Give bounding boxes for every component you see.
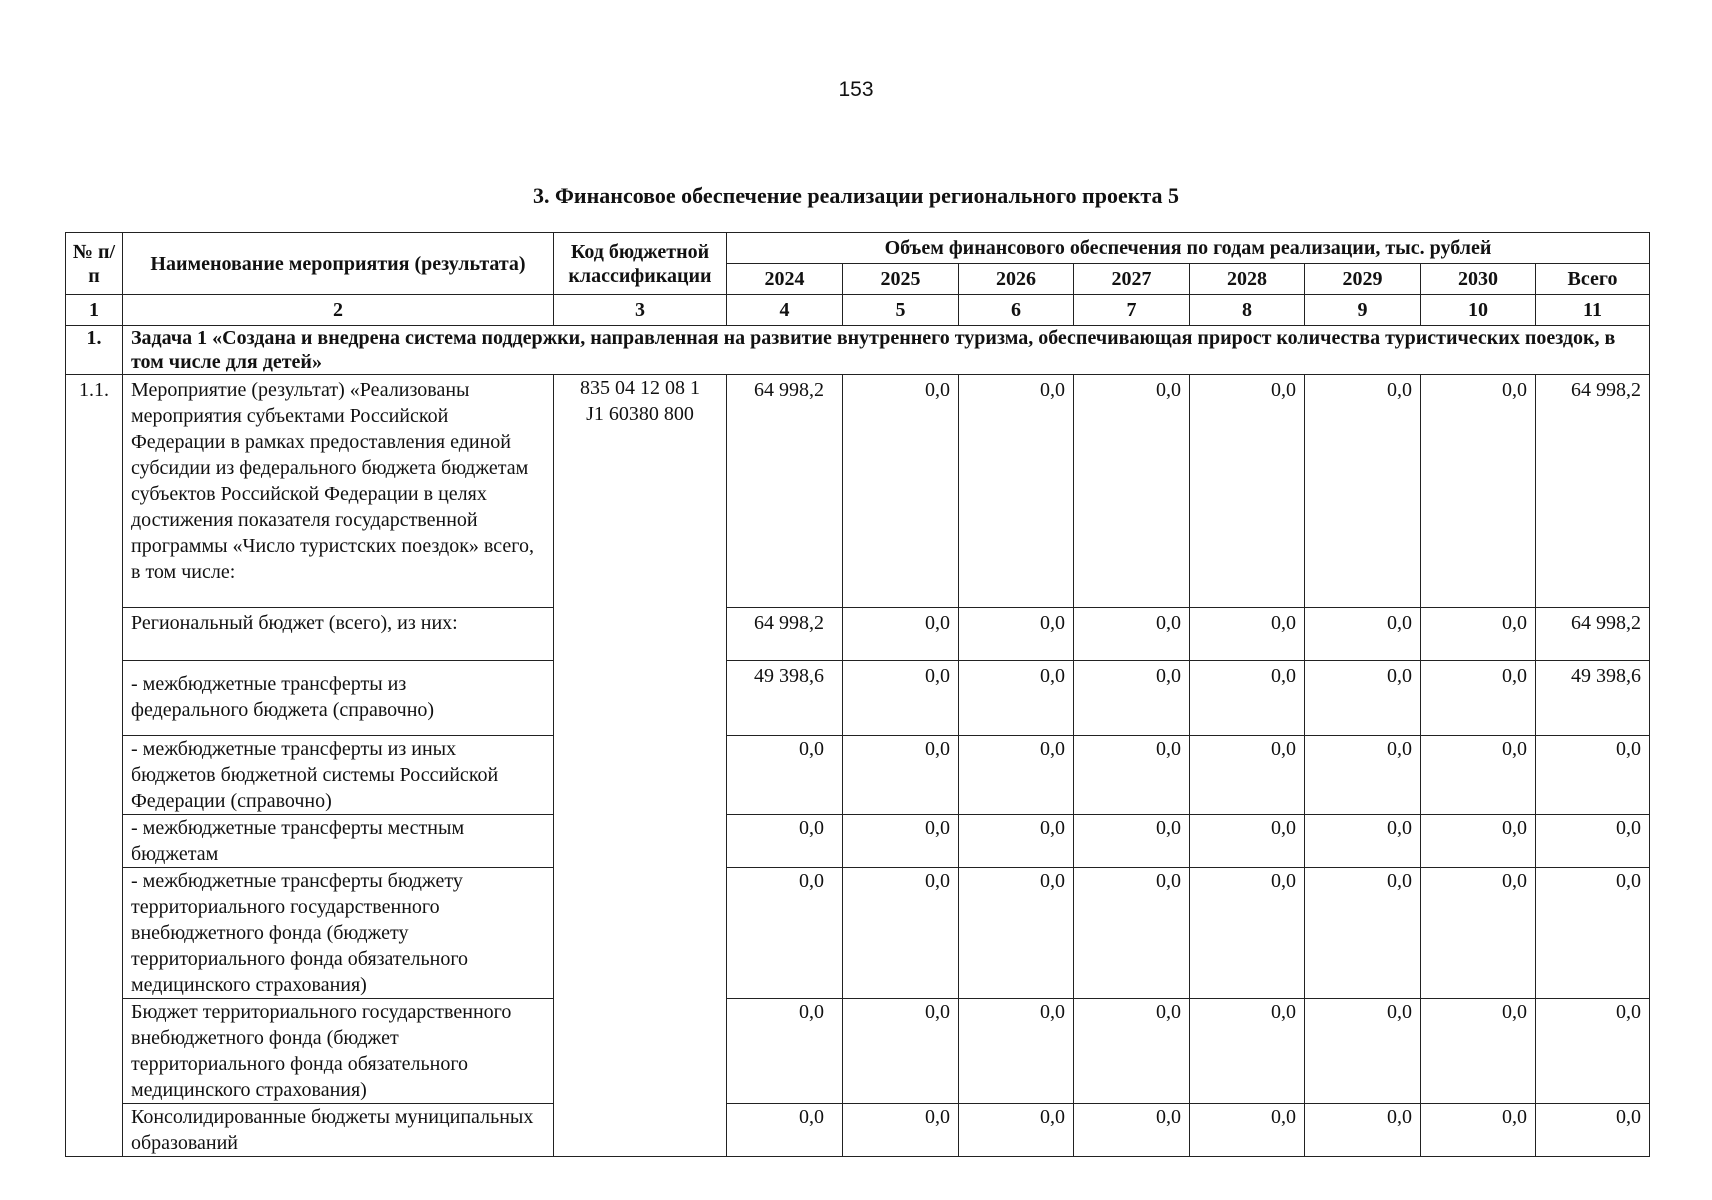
value-cell: 0,0 <box>843 661 959 736</box>
value-cell: 0,0 <box>1190 1104 1305 1157</box>
value-cell: 0,0 <box>1074 375 1190 608</box>
value-cell: 0,0 <box>1305 736 1421 815</box>
table-row <box>66 1104 1650 1157</box>
value-cell: 0,0 <box>1190 608 1305 661</box>
column-number: 5 <box>843 295 959 326</box>
event-number: 1.1. <box>66 375 123 1157</box>
value-cell: 0,0 <box>1190 661 1305 736</box>
row-name: Консолидированные бюджеты муниципальных образований <box>123 1104 554 1157</box>
value-cell: 0,0 <box>1305 815 1421 868</box>
col-header-code: Код бюджетной классификации <box>554 233 727 295</box>
task-row <box>66 326 1650 375</box>
total-cell: 0,0 <box>1536 736 1650 815</box>
value-cell: 0,0 <box>1305 1104 1421 1157</box>
total-cell: 0,0 <box>1536 815 1650 868</box>
value-cell: 0,0 <box>1190 375 1305 608</box>
value-cell: 0,0 <box>843 815 959 868</box>
value-cell: 0,0 <box>727 815 843 868</box>
table-row <box>66 608 1650 661</box>
col-header-volume: Объем финансового обеспечения по годам реализации, тыс. рублей <box>727 233 1650 264</box>
value-cell: 0,0 <box>1190 736 1305 815</box>
value-cell: 0,0 <box>1421 736 1536 815</box>
value-cell: 0,0 <box>1074 608 1190 661</box>
header-row <box>66 233 1650 264</box>
value-cell: 64 998,2 <box>727 608 843 661</box>
table-row <box>66 661 1650 736</box>
value-cell: 0,0 <box>843 736 959 815</box>
value-cell: 0,0 <box>1074 999 1190 1104</box>
value-cell: 0,0 <box>843 608 959 661</box>
task-text: Задача 1 «Создана и внедрена система поддержки, направленная на развитие внутреннего туризма, обеспечивающая прирост количества туристических поездок, в том числе для детей» <box>123 326 1650 375</box>
column-number: 1 <box>66 295 123 326</box>
column-numbers-row <box>66 295 1650 326</box>
value-cell: 0,0 <box>727 736 843 815</box>
value-cell: 0,0 <box>727 999 843 1104</box>
total-cell: 64 998,2 <box>1536 608 1650 661</box>
col-header-name: Наименование мероприятия (результата) <box>123 233 554 295</box>
row-name: Мероприятие (результат) «Реализованы мероприятия субъектами Российской Федерации в рамках предоставления единой субсидии из федерального бюджета бюджетам субъектов Российской Федерации в целях достижения показателя государственной программы «Число туристских поездок» всего, в том числе: <box>123 375 554 608</box>
value-cell: 0,0 <box>959 868 1074 999</box>
value-cell: 0,0 <box>727 1104 843 1157</box>
value-cell: 0,0 <box>1074 815 1190 868</box>
value-cell: 0,0 <box>1305 608 1421 661</box>
value-cell: 0,0 <box>843 999 959 1104</box>
value-cell: 0,0 <box>1074 736 1190 815</box>
value-cell: 0,0 <box>1421 1104 1536 1157</box>
value-cell: 0,0 <box>959 999 1074 1104</box>
value-cell: 0,0 <box>1421 815 1536 868</box>
value-cell: 0,0 <box>1190 815 1305 868</box>
value-cell: 0,0 <box>843 375 959 608</box>
value-cell: 0,0 <box>727 868 843 999</box>
row-name: - межбюджетные трансферты бюджету территориального государственного внебюджетного фонда (бюджету территориального фонда обязательного медицинского страхования) <box>123 868 554 999</box>
column-number: 8 <box>1190 295 1305 326</box>
value-cell: 0,0 <box>843 1104 959 1157</box>
value-cell: 0,0 <box>1074 1104 1190 1157</box>
page-title: 3. Финансовое обеспечение реализации регионального проекта 5 <box>533 183 1179 208</box>
row-name: Бюджет территориального государственного внебюджетного фонда (бюджет территориального фонда обязательного медицинского страхования) <box>123 999 554 1104</box>
column-number: 7 <box>1074 295 1190 326</box>
value-cell: 0,0 <box>1190 868 1305 999</box>
total-cell: 64 998,2 <box>1536 375 1650 608</box>
column-number: 6 <box>959 295 1074 326</box>
total-cell: 49 398,6 <box>1536 661 1650 736</box>
financing-table <box>65 232 1650 1157</box>
value-cell: 0,0 <box>1421 608 1536 661</box>
row-name: - межбюджетные трансферты из иных бюджетов бюджетной системы Российской Федерации (справочно) <box>123 736 554 815</box>
year-header: 2030 <box>1421 264 1536 295</box>
value-cell: 0,0 <box>1305 375 1421 608</box>
value-cell: 0,0 <box>959 375 1074 608</box>
budget-code: 835 04 12 08 1 J1 60380 800 <box>554 375 727 1157</box>
column-number: 3 <box>554 295 727 326</box>
row-name: Региональный бюджет (всего), из них: <box>123 608 554 661</box>
value-cell: 49 398,6 <box>727 661 843 736</box>
column-number: 10 <box>1421 295 1536 326</box>
table-row <box>66 736 1650 815</box>
column-number: 11 <box>1536 295 1650 326</box>
row-name: - межбюджетные трансферты местным бюджетам <box>123 815 554 868</box>
value-cell: 0,0 <box>1305 661 1421 736</box>
task-number: 1. <box>66 326 123 375</box>
value-cell: 0,0 <box>959 661 1074 736</box>
value-cell: 0,0 <box>959 815 1074 868</box>
value-cell: 0,0 <box>959 1104 1074 1157</box>
total-cell: 0,0 <box>1536 1104 1650 1157</box>
year-header: 2028 <box>1190 264 1305 295</box>
column-number: 4 <box>727 295 843 326</box>
column-number: 2 <box>123 295 554 326</box>
table-row <box>66 868 1650 999</box>
value-cell: 0,0 <box>1190 999 1305 1104</box>
value-cell: 0,0 <box>1421 661 1536 736</box>
year-header: 2029 <box>1305 264 1421 295</box>
value-cell: 0,0 <box>1421 999 1536 1104</box>
value-cell: 0,0 <box>959 736 1074 815</box>
year-header: 2026 <box>959 264 1074 295</box>
value-cell: 0,0 <box>1074 661 1190 736</box>
total-cell: 0,0 <box>1536 999 1650 1104</box>
col-header-num: № п/п <box>66 233 123 295</box>
page-number: 153 <box>838 78 874 101</box>
value-cell: 0,0 <box>1421 868 1536 999</box>
column-number: 9 <box>1305 295 1421 326</box>
value-cell: 0,0 <box>1305 999 1421 1104</box>
value-cell: 0,0 <box>1421 375 1536 608</box>
year-header: 2027 <box>1074 264 1190 295</box>
total-cell: 0,0 <box>1536 868 1650 999</box>
row-name: - межбюджетные трансферты из федерального бюджета (справочно) <box>123 661 554 736</box>
table-row <box>66 815 1650 868</box>
value-cell: 0,0 <box>1305 868 1421 999</box>
year-header: 2024 <box>727 264 843 295</box>
table-row <box>66 375 1650 608</box>
table-row <box>66 999 1650 1104</box>
value-cell: 64 998,2 <box>727 375 843 608</box>
total-header: Всего <box>1536 264 1650 295</box>
value-cell: 0,0 <box>843 868 959 999</box>
year-header: 2025 <box>843 264 959 295</box>
value-cell: 0,0 <box>1074 868 1190 999</box>
value-cell: 0,0 <box>959 608 1074 661</box>
